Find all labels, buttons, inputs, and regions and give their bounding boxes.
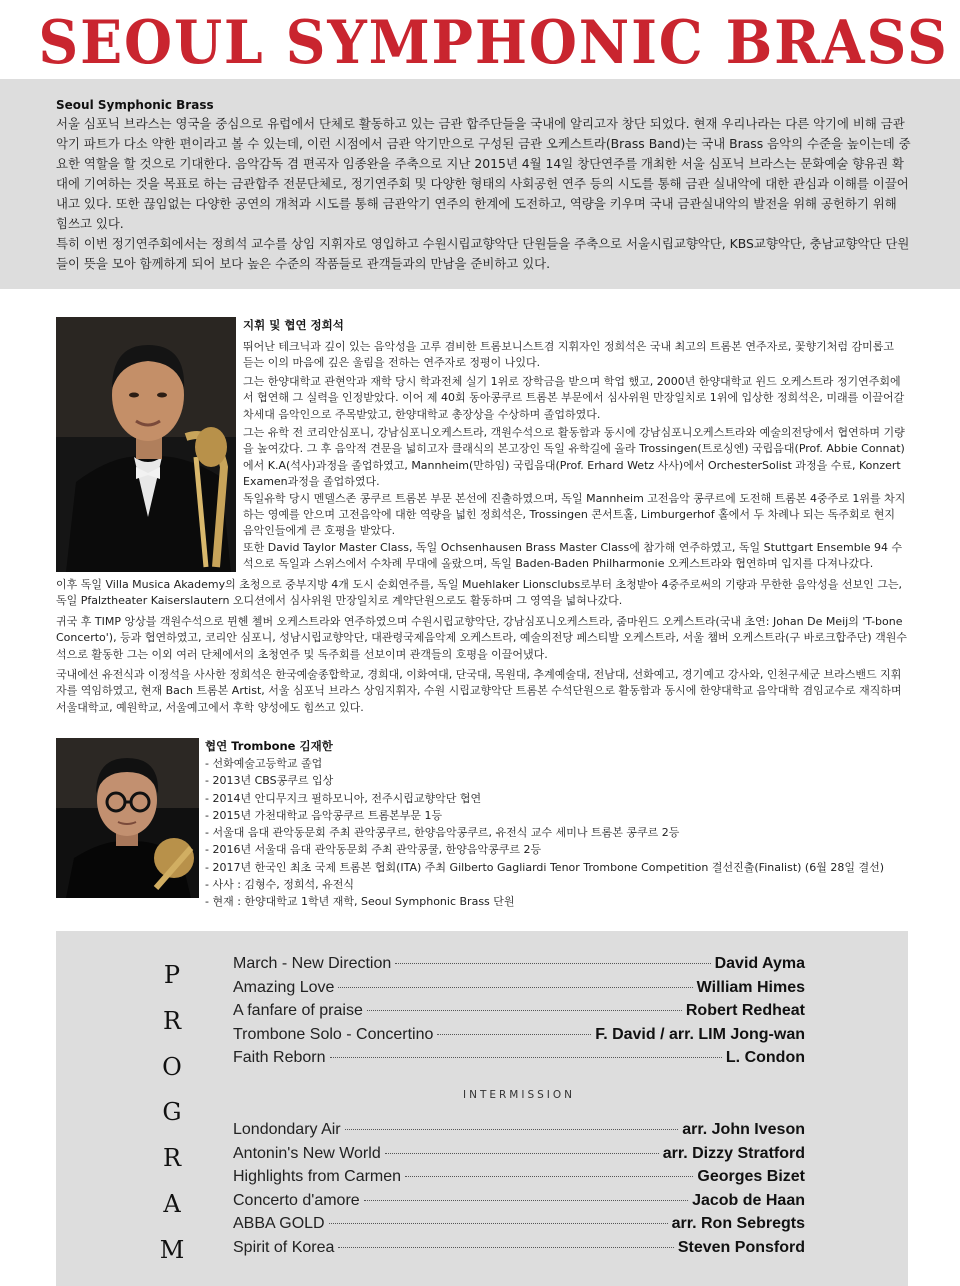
program-composer: arr. Dizzy Stratford xyxy=(662,1144,805,1162)
program-row xyxy=(233,1145,805,1169)
program-piece: Amazing Love xyxy=(233,978,335,996)
dotted-leader xyxy=(330,1057,722,1058)
program-composer: arr. John Iveson xyxy=(682,1121,805,1138)
conductor-paragraph: 그는 유학 전 코리안심포니, 강남심포니오케스트라, 객원수석으로 활동함과 동시에 강남심포니오케스트라와 예술의전당에서 협연하며 기량을 높여갔다. 그 후 음악적 견문을 넓히고자 클래식의 본고장인 독일 유학길에 올라 Trossingen(트로싱엔) 국립음대(Prof. Abbie Connat)에서 K.A(석사)과정을 졸업하였고, Mannheim(만하임) 국립음대(Prof. Erhard Wetz 사사)에서 OrchesterSolist 과정을 수료, Konzert Examen과정을 졸업하였다. xyxy=(243,426,905,489)
list-item: - 선화예술고등학교 졸업 xyxy=(205,757,323,770)
program-piece: Spirit of Korea xyxy=(233,1238,335,1256)
program-composer: Steven Ponsford xyxy=(677,1238,805,1256)
program-row xyxy=(233,1002,805,1026)
program-composer: F. David / arr. LIM Jong-wan xyxy=(595,1025,805,1043)
intro-section xyxy=(0,79,960,289)
dotted-leader xyxy=(385,1153,659,1154)
list-item: - 2013년 CBS콩쿠르 입상 xyxy=(205,774,334,788)
program-row xyxy=(233,1026,805,1050)
program-row xyxy=(233,1215,805,1239)
program-row xyxy=(233,1239,805,1263)
intro-paragraph: 특히 이번 정기연주회에서는 정희석 교수를 상임 지휘자로 영입하고 수원시립교향악단 단원들을 주축으로 서울시립교향악단, KBS교향악단, 충남교향악단 단원들이 뜻을 모아 함께하게 되어 보다 높은 수준의 작품들로 관객들과의 만남을 준비하고 있다. xyxy=(56,236,910,271)
list-item: - 2015년 가천대학교 음악콩쿠르 트롬본부문 1등 xyxy=(205,808,443,822)
program-row xyxy=(233,979,805,1003)
program-composer: Jacob de Haan xyxy=(692,1191,805,1209)
intro-paragraph: 서울 심포닉 브라스는 영국을 중심으로 유럽에서 단체로 활동하고 있는 금관 합주단들을 국내에 알리고자 창단 되었다. 현재 우리나라는 다른 악기에 비해 금관악기 파트가 다소 약한 편이라고 볼 수 있는데, 이런 시점에서 금관 악기만으로 구성된 금관 오케스트라(Brass Band)는 국내 Brass 음악의 수준을 높이는데 중요한 역할을 할 것으로 기대한다. 음악감독 겸 편곡자 임종완을 주축으로 지난 2015년 4월 14일 창단연주를 개최한 서울 심포닉 브라스는 문화예술 향유권 확대에 기여하는 것을 목표로 하는 금관합주 전문단체로, 정기연주회 및 다양한 형태의 사회공헌 연주 등의 시도를 통해 금관 실내악에 대한 관심과 이해를 이끌어내고 있다. 또한 끊임없는 다양한 공연의 개척과 시도를 통해 금관악기 연주의 한계에 도전하고, 역량을 키우며 국내 금관실내악의 발전을 위해 공헌하기 위해 힘쓰고 있다. xyxy=(56,116,911,231)
conductor-bio-continued xyxy=(56,577,908,716)
program-piece: A fanfare of praise xyxy=(233,1002,363,1020)
dotted-leader xyxy=(338,987,692,988)
conductor-bio xyxy=(243,317,907,573)
page-title: SEOUL SYMPHONIC BRASS xyxy=(38,8,949,78)
program-composer: Robert Redheat xyxy=(685,1002,805,1020)
conductor-paragraph: 국내에선 유전식과 이정석을 사사한 정희석은 한국예술종합학교, 경희대, 이화여대, 단국대, 목원대, 추계예술대, 전남대, 선화예고, 경기예고 강사와, 인천구세군 브라스밴드 지휘자를 역임하였고, 현재 Bach 트롬본 Artist, 서울 심포닉 브라스 상임지휘자, 수원 시립교향악단 트롬본 수석단원으로 활동함과 동시에 한양대학교 음악대학 겸임교수로 재직하며 서울대학교, 예원학교, 서울예고에서 후학 양성에도 힘쓰고 있다. xyxy=(56,668,902,714)
program-second-half xyxy=(233,1121,805,1263)
dotted-leader xyxy=(338,1247,673,1248)
list-item: - 2014년 안디무지크 필하모니아, 전주시립교향악단 협연 xyxy=(205,791,482,805)
program-composer: L. Condon xyxy=(725,1049,805,1067)
program-piece: Trombone Solo - Concertino xyxy=(233,1025,434,1043)
list-item: - 현재 : 한양대학교 1학년 재학, Seoul Symphonic Brass 단원 xyxy=(205,895,515,909)
conductor-paragraph: 귀국 후 TIMP 앙상블 객원수석으로 뮌헨 첼버 오케스트라와 연주하였으며 수원시립교향악단, 강남심포니오케스트라, 줌마윈드 오케스트라(국내 초연: Johan De Meij의 'T-bone Concerto'), 등과 협연하였고, 코리안 심포니, 성남시립교향악단, 대관령국제음악제 오케스트라, 예술의전당 페스티발 오케스트라, 서울 챔버 오케스트라(구 바로크합주단) 객원수석으로 활동한 그는 이외 여러 단체에서의 초청연주 및 독주회를 선보이며 관객들의 호평을 이끌어냈다. xyxy=(56,614,908,661)
conductor-paragraph: 독일유학 당시 멘델스존 콩쿠르 트롬본 부문 본선에 진출하였으며, 독일 Mannheim 고전음악 콩쿠르에 도전해 트롬본 4중주로 1위를 차지하는 영예를 안으며 고전음악에 대한 역량을 넓힌 정희석은, Trossingen 콘서트홀, Limburgerhof 홀에서 두 차례나 되는 독주회로 현지 음악인들에게 큰 호평을 받았다. xyxy=(243,491,906,538)
intro-heading: Seoul Symphonic Brass xyxy=(56,98,214,112)
program-piece: Concerto d'amore xyxy=(233,1191,360,1209)
dotted-leader xyxy=(345,1129,679,1130)
program-letter: G xyxy=(162,1098,182,1127)
conductor-paragraph: 이후 독일 Villa Musica Akademy의 초청으로 중부지방 4개 도시 순회연주를, 독일 Muehlaker Lionsclubs로부터 초청받아 4중주로써의 기량과 무한한 음악성을 선보인 그는, 독일 Pfalztheater Kaiserslautern 오디션에서 심사위원 만장일치로 계약단원으로도 활동하며 그 영역을 넓혀나갔다. xyxy=(56,578,903,608)
program-letter: R xyxy=(162,1006,182,1035)
list-item: - 2016년 서울대 음대 관악동문회 주최 관악콩쿨, 한양음악콩쿠르 2등 xyxy=(205,843,542,857)
program-composer: David Ayma xyxy=(714,955,805,972)
conductor-heading: 지휘 및 협연 정희석 xyxy=(243,318,344,332)
dotted-leader xyxy=(329,1223,668,1224)
dotted-leader xyxy=(367,1010,682,1011)
program-letter: P xyxy=(163,961,181,989)
program-piece: March - New Direction xyxy=(233,955,392,972)
program-first-half xyxy=(233,955,805,1073)
conductor-paragraph: 또한 David Taylor Master Class, 독일 Ochsenhausen Brass Master Class에 참가해 연주하였고, 독일 Stuttgart Ensemble 94 수석으로 독일과 스위스에서 수차례 무대에 올랐으며, 독일 Baden-Baden Philharmonie 오케스트라와 협연하며 입지를 다져나갔다. xyxy=(243,540,903,571)
program-row xyxy=(233,955,805,979)
program-letter: A xyxy=(163,1189,181,1218)
intermission-label: INTERMISSION xyxy=(463,1089,575,1101)
program-vertical-label xyxy=(152,953,192,1274)
program-section xyxy=(56,931,908,1286)
program-piece: Londondary Air xyxy=(233,1121,341,1138)
program-row xyxy=(233,1192,805,1216)
program-composer: Georges Bizet xyxy=(697,1168,805,1186)
program-row xyxy=(233,1049,805,1073)
conductor-paragraph: 뛰어난 테크닉과 깊이 있는 음악성을 고루 겸비한 트롬보니스트겸 지휘자인 정희석은 국내 최고의 트롬본 연주자로, 꽃향기처럼 감미롭고 듣는 이의 마음에 깊은 울림을 전하는 연주자로 정평이 나있다. xyxy=(243,340,894,370)
soloist-list xyxy=(205,755,905,911)
dotted-leader xyxy=(437,1034,591,1035)
soloist-photo xyxy=(56,738,199,898)
program-composer: arr. Ron Sebregts xyxy=(671,1215,805,1233)
list-item: - 서울대 음대 관악동문회 주최 관악콩쿠르, 한양음악콩쿠르, 유전식 교수 세미나 트롬본 콩쿠르 2등 xyxy=(205,826,680,840)
conductor-paragraph: 그는 한양대학교 관현악과 재학 당시 학과전체 실기 1위로 장학금을 받으며 학업 했고, 2000년 한양대학교 윈드 오케스트라 정기연주회에서 협연해 그 실력을 인정받았다. 이어 제 40회 동아콩쿠르 트롬본 부문에서 심사위원 만장일치로 1위에 입상한 정희석은, 미래를 이끌어갈 차세대 음악인으로 주목받았고, 한양대학교 총장상을 수상하며 졸업하였다. xyxy=(243,374,905,421)
program-piece: Highlights from Carmen xyxy=(233,1168,402,1186)
program-composer: William Himes xyxy=(696,978,805,996)
program-piece: Faith Reborn xyxy=(233,1049,326,1067)
program-row xyxy=(233,1168,805,1192)
program-piece: ABBA GOLD xyxy=(233,1215,325,1233)
conductor-photo xyxy=(56,317,236,572)
program-letter: M xyxy=(159,1235,185,1264)
soloist-heading: 협연 Trombone 김재한 xyxy=(205,739,333,753)
soloist-bio xyxy=(205,738,905,911)
dotted-leader xyxy=(395,963,710,964)
dotted-leader xyxy=(364,1200,688,1201)
program-row xyxy=(233,1121,805,1145)
program-piece: Antonin's New World xyxy=(233,1144,381,1162)
program-letter: R xyxy=(162,1144,182,1173)
list-item: - 2017년 한국인 최초 국제 트롬본 협회(ITA) 주최 Gilberto Gagliardi Tenor Trombone Competition 결선진출(Finalist) (6월 28일 결선) xyxy=(205,860,884,874)
list-item: - 사사 : 김형수, 정희석, 유전식 xyxy=(205,878,355,892)
dotted-leader xyxy=(405,1176,693,1177)
program-letter: O xyxy=(162,1052,182,1081)
